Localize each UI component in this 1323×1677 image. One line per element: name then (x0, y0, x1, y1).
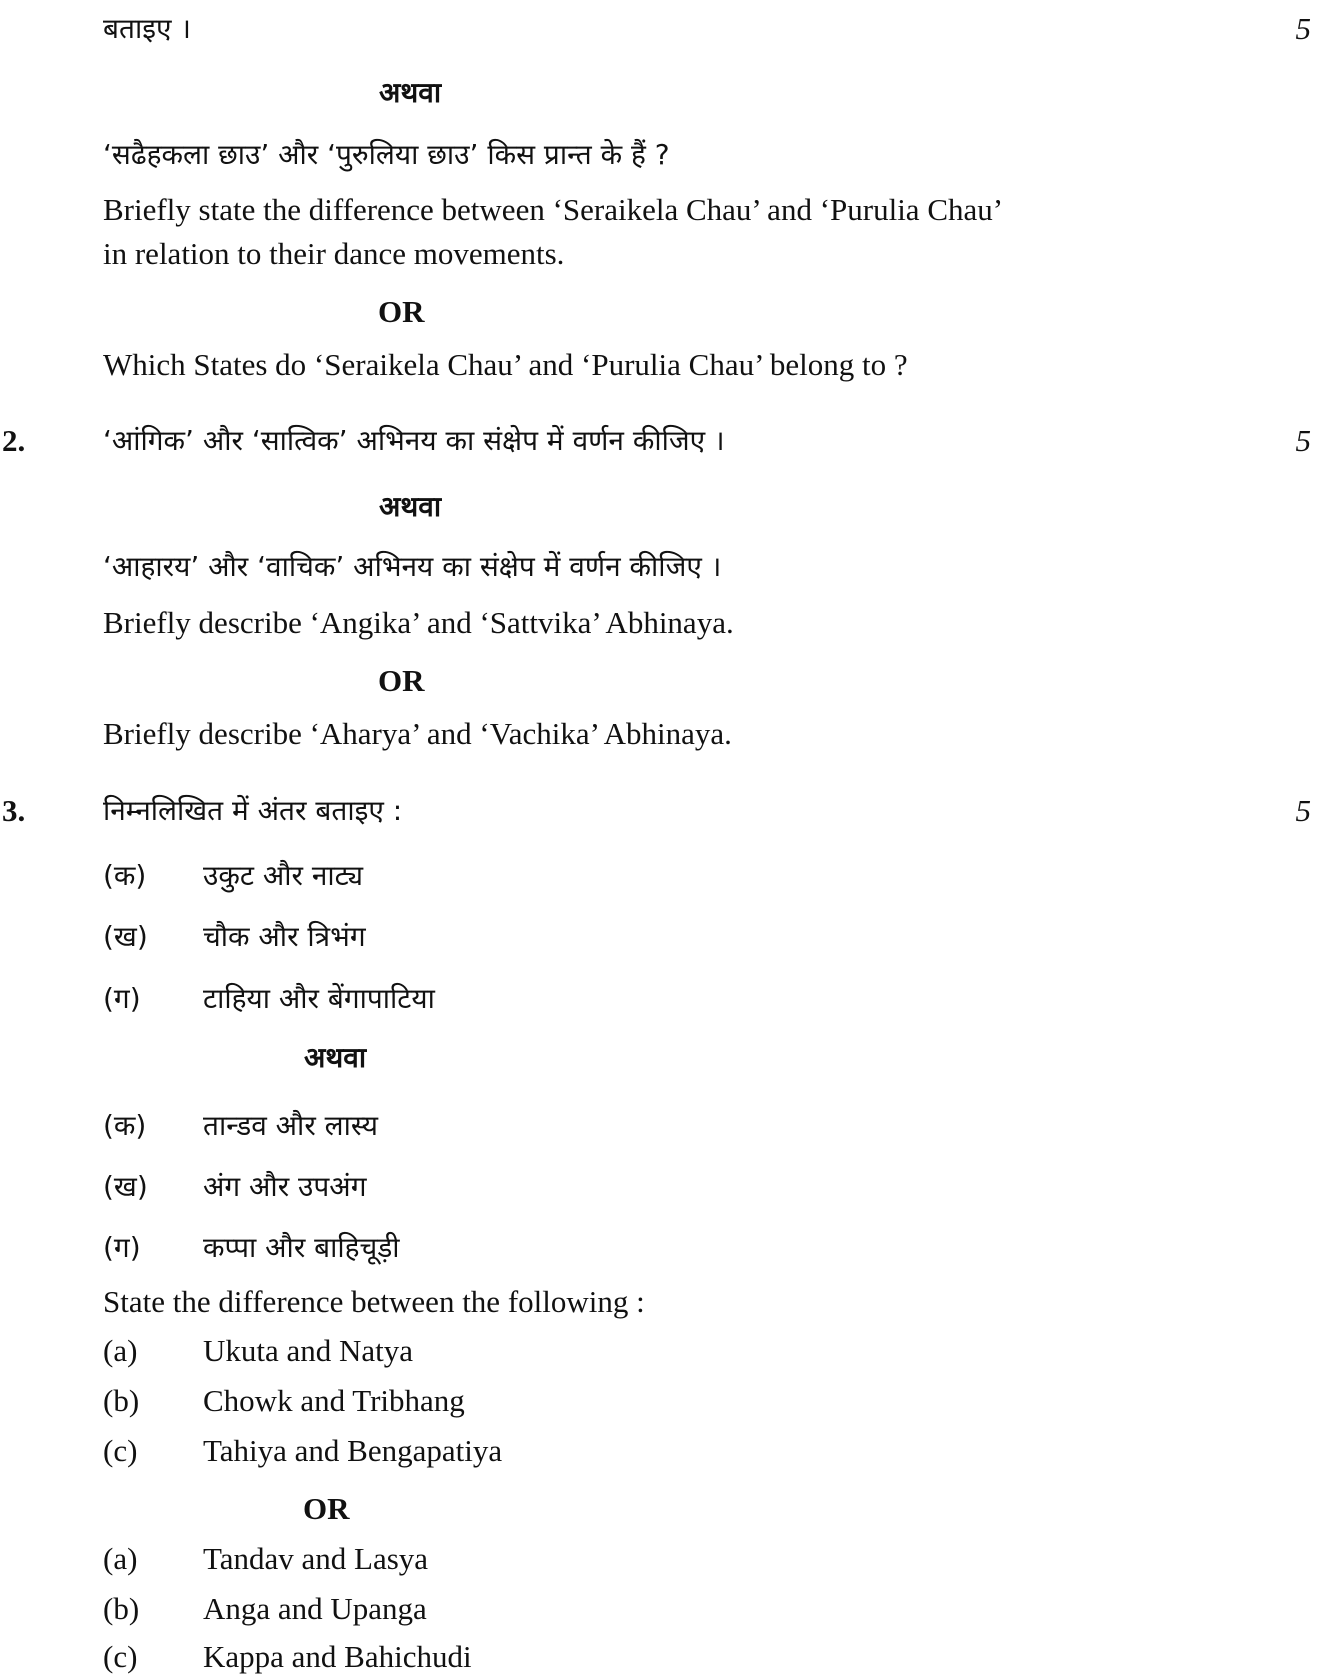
question-number: 3. (2, 793, 26, 828)
question-marks: 5 (1295, 423, 1311, 458)
item-label: (क) (103, 1109, 147, 1142)
item-text: अंग और उपअंग (203, 1170, 367, 1203)
item-label: (c) (103, 1639, 138, 1674)
or-english: OR (378, 294, 425, 329)
alt-question-hindi: ‘सढैहकला छाउ’ और ‘पुरुलिया छाउ’ किस प्रान्त के हैं ? (103, 138, 670, 171)
question-english-cont: in relation to their dance movements. (103, 236, 565, 271)
item-label: (b) (103, 1591, 140, 1626)
item-text: कप्पा और बाहिचूड़ी (203, 1231, 400, 1264)
item-text: Chowk and Tribhang (203, 1383, 465, 1418)
question-english: Briefly state the difference between ‘Seraikela Chau’ and ‘Purulia Chau’ (103, 192, 1004, 227)
or-hindi: अथवा (379, 76, 442, 109)
item-label: (c) (103, 1433, 138, 1468)
item-label: (a) (103, 1333, 138, 1368)
item-label: (a) (103, 1541, 138, 1576)
item-text: चौक और त्रिभंग (203, 920, 366, 953)
alt-question-hindi: ‘आहारय’ और ‘वाचिक’ अभिनय का संक्षेप में वर्णन कीजिए । (103, 550, 722, 583)
item-label: (ग) (103, 1231, 141, 1264)
intro-hindi-tail: बताइए । (103, 12, 191, 45)
question-hindi: ‘आंगिक’ और ‘सात्विक’ अभिनय का संक्षेप में वर्णन कीजिए । (103, 424, 725, 457)
or-hindi: अथवा (379, 490, 442, 523)
item-text: तान्डव और लास्य (203, 1109, 379, 1142)
item-label: (ख) (103, 920, 148, 953)
question-number: 2. (2, 423, 26, 458)
or-english: OR (378, 663, 425, 698)
item-text: Ukuta and Natya (203, 1333, 414, 1368)
item-text: टाहिया और बेंगापाटिया (203, 982, 435, 1015)
question-english: Briefly describe ‘Angika’ and ‘Sattvika’ Abhinaya. (103, 605, 734, 640)
or-hindi: अथवा (304, 1041, 367, 1074)
item-text: उकुट और नाट्य (203, 859, 364, 892)
item-label: (b) (103, 1383, 140, 1418)
intro-marks: 5 (1295, 11, 1311, 46)
item-text: Kappa and Bahichudi (203, 1639, 472, 1674)
or-english: OR (303, 1491, 350, 1526)
question-marks: 5 (1295, 793, 1311, 828)
item-label: (ख) (103, 1170, 148, 1203)
item-text: Tandav and Lasya (203, 1541, 429, 1576)
item-label: (क) (103, 859, 147, 892)
alt-question-english: Briefly describe ‘Aharya’ and ‘Vachika’ Abhinaya. (103, 716, 732, 751)
question-hindi: निम्नलिखित में अंतर बताइए : (103, 794, 403, 827)
alt-question-english: Which States do ‘Seraikela Chau’ and ‘Purulia Chau’ belong to ? (103, 347, 908, 382)
item-text: Tahiya and Bengapatiya (203, 1433, 503, 1468)
item-label: (ग) (103, 982, 141, 1015)
question-english: State the difference between the following : (103, 1284, 645, 1319)
item-text: Anga and Upanga (203, 1591, 427, 1626)
